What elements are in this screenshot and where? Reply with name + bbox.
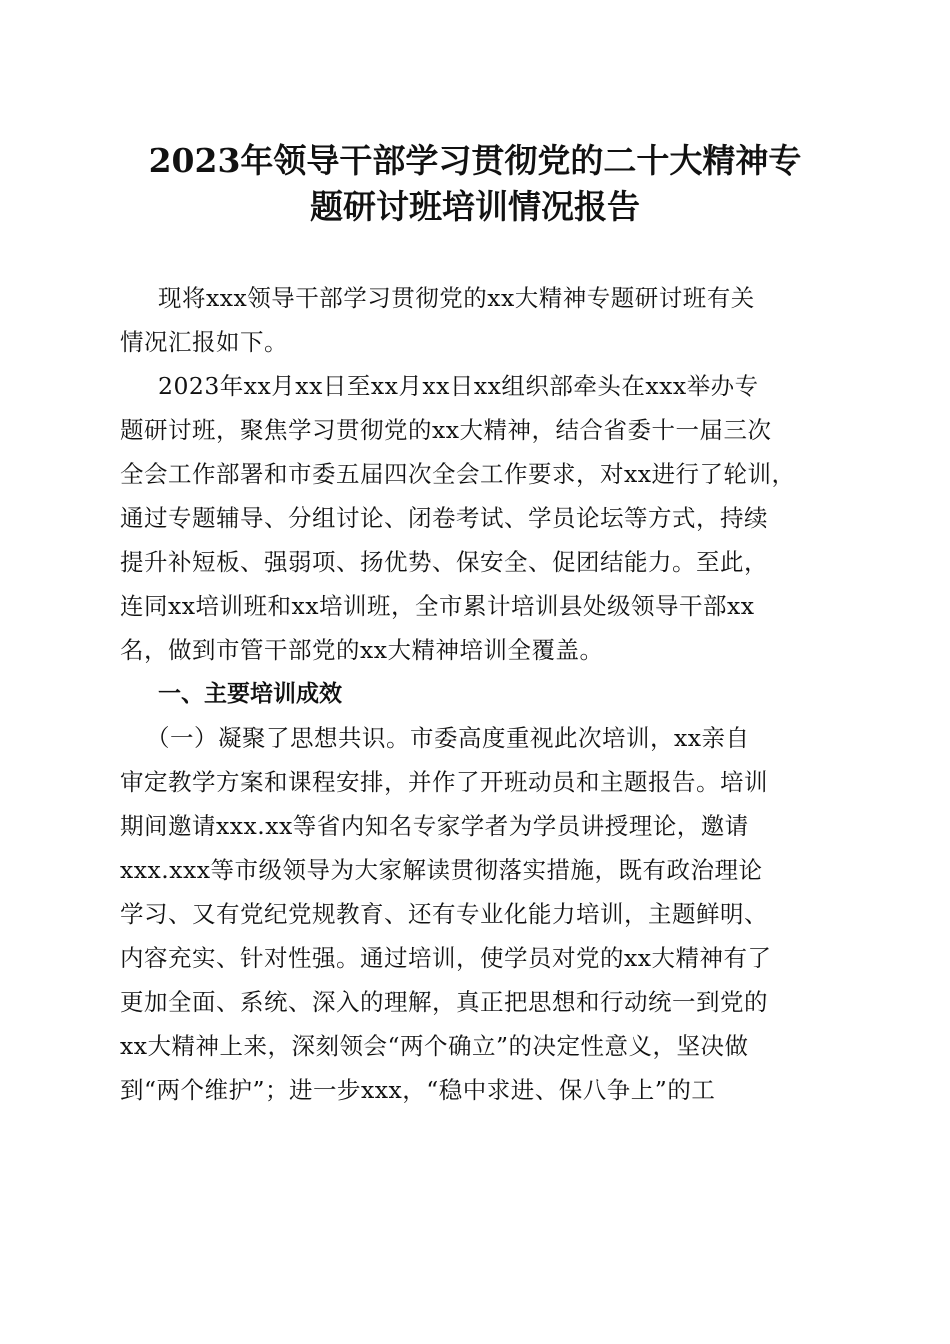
paragraph-3-line-8: xx大精神上来，深刻领会“两个确立”的决定性意义，坚决做: [120, 1032, 749, 1060]
paragraph-3-line-9: 到“两个维护”；进一步xxx，“稳中求进、保八争上”的工: [120, 1076, 716, 1104]
paragraph-2-line-7: 名，做到市管干部党的xx大精神培训全覆盖。: [120, 636, 604, 664]
paragraph-2-line-4: 通过专题辅导、分组讨论、闭卷考试、学员论坛等方式，持续: [120, 504, 768, 532]
paragraph-2-line-5: 提升补短板、强弱项、扬优势、保安全、促团结能力。至此，: [120, 548, 768, 576]
section-heading-1: 一、主要培训成效: [158, 681, 342, 707]
paragraph-1-line-2: 情况汇报如下。: [120, 328, 288, 356]
paragraph-3-line-6: 内容充实、针对性强。通过培训，使学员对党的xx大精神有了: [120, 944, 772, 972]
paragraph-3-line-7: 更加全面、系统、深入的理解，真正把思想和行动统一到党的: [120, 988, 768, 1016]
paragraph-1-line-1: 现将xxx领导干部学习贯彻党的xx大精神专题研讨班有关: [158, 284, 755, 312]
document-title-line-1: 2023年领导干部学习贯彻党的二十大精神专: [148, 141, 802, 180]
paragraph-3-line-2: 审定教学方案和课程安排，并作了开班动员和主题报告。培训: [120, 768, 768, 796]
paragraph-2-line-1: 2023年xx月xx日至xx月xx日xx组织部牵头在xxx举办专: [158, 372, 759, 400]
paragraph-3-line-3: 期间邀请xxx.xx等省内知名专家学者为学员讲授理论，邀请: [120, 812, 749, 840]
paragraph-3-line-4: xxx.xxx等市级领导为大家解读贯彻落实措施，既有政治理论: [120, 856, 763, 884]
paragraph-3-line-1: （一）凝聚了思想共识。市委高度重视此次培训，xx亲自: [146, 724, 750, 752]
paragraph-3-line-5: 学习、又有党纪党规教育、还有专业化能力培训，主题鲜明、: [120, 900, 768, 928]
document-title-line-2: 题研讨班培训情况报告: [310, 187, 640, 226]
paragraph-2-line-6: 连同xx培训班和xx培训班，全市累计培训县处级领导干部xx: [120, 592, 755, 620]
paragraph-2-line-3: 全会工作部署和市委五届四次全会工作要求，对xx进行了轮训，: [120, 460, 796, 488]
paragraph-2-line-2: 题研讨班，聚焦学习贯彻党的xx大精神，结合省委十一届三次: [120, 416, 772, 444]
